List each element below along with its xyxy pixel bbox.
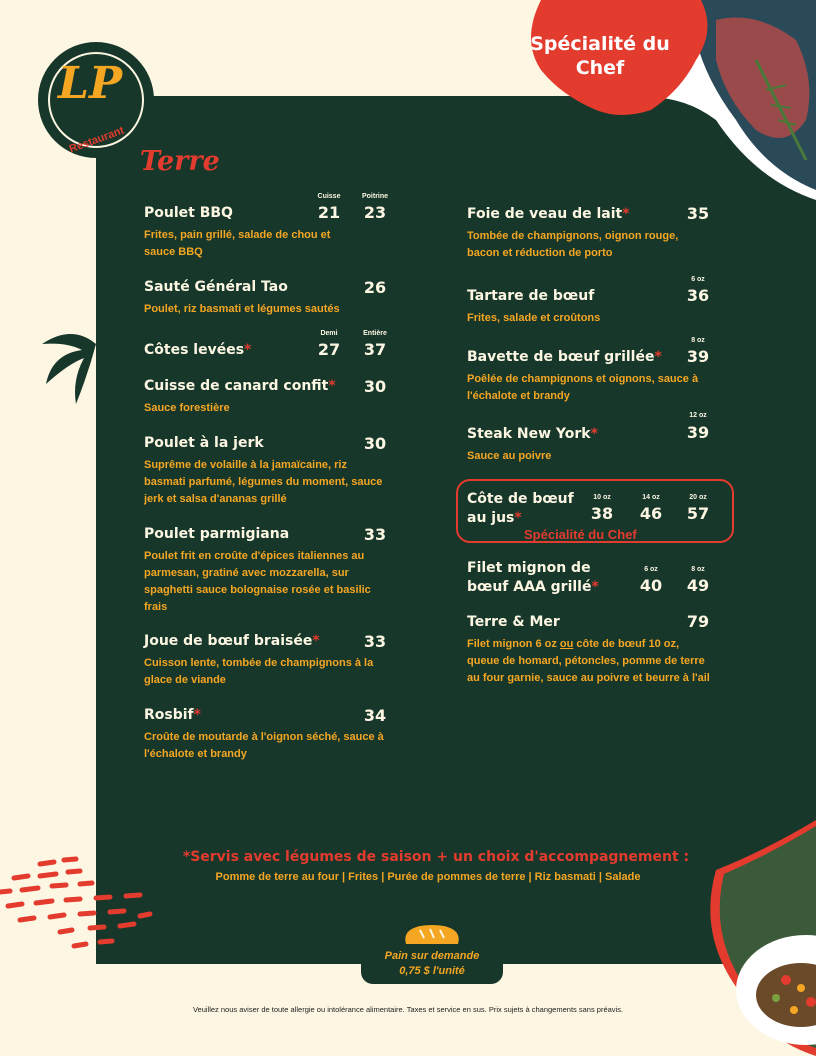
price: 27 xyxy=(317,340,341,359)
restaurant-logo xyxy=(38,42,154,158)
item-name: Côtes levées* xyxy=(144,342,252,358)
item-desc: Frites, pain grillé, salade de chou et sauce BBQ xyxy=(144,229,331,258)
size-label: 20 oz xyxy=(689,494,707,501)
price: 23 xyxy=(363,203,387,222)
item-name: Tartare de bœuf xyxy=(467,288,595,304)
bread-line-2: 0,75 $ l'unité xyxy=(399,965,465,977)
item-name: Foie de veau de lait* xyxy=(467,206,630,222)
menu-item-terre-mer xyxy=(467,614,712,687)
item-name: Côte de bœuf xyxy=(467,491,574,507)
price: 57 xyxy=(686,504,710,523)
price: 40 xyxy=(639,576,663,595)
item-desc: Sauce forestière xyxy=(144,402,230,414)
item-name: bœuf AAA grillé* xyxy=(467,579,599,595)
menu-item-parmigiana xyxy=(144,526,384,616)
item-desc: Suprême de volaille à la jamaïcaine, riz basmati parfumé, légumes du moment, sauce jerk et salsa d'ananas grillé xyxy=(144,459,383,505)
size-label: Entière xyxy=(363,330,387,337)
chef-special-label: Spécialité du Chef xyxy=(524,527,637,542)
price: 21 xyxy=(317,203,341,222)
item-desc: Poêlée de champignons et oignons, sauce à l'échalote et brandy xyxy=(467,373,699,402)
palm-leaf-icon xyxy=(42,324,102,404)
item-name: Poulet à la jerk xyxy=(144,435,264,451)
disclaimer: Veuillez nous aviser de toute allergie ou intolérance alimentaire. Taxes et service en sus. Prix sujets à changements sans préavis. xyxy=(192,1005,624,1014)
price: 35 xyxy=(686,204,710,223)
item-name: Steak New York* xyxy=(467,426,598,442)
price: 79 xyxy=(686,612,710,631)
size-label: Demi xyxy=(320,330,338,337)
price: 30 xyxy=(363,434,387,453)
price: 49 xyxy=(686,576,710,595)
size-label: 6 oz xyxy=(691,276,705,283)
price: 33 xyxy=(363,632,387,651)
item-desc: Poulet, riz basmati et légumes sautés xyxy=(144,303,340,315)
section-title: Terre xyxy=(140,146,220,177)
size-label: Cuisse xyxy=(317,193,341,200)
menu-item-filet-mignon xyxy=(467,560,617,595)
price: 39 xyxy=(686,423,710,442)
item-desc: Frites, salade et croûtons xyxy=(467,312,601,324)
menu-item-bavette xyxy=(467,349,712,405)
logo-word: Restaurant xyxy=(67,124,126,156)
price: 39 xyxy=(686,347,710,366)
price: 46 xyxy=(639,504,663,523)
price: 33 xyxy=(363,525,387,544)
size-label: 6 oz xyxy=(644,566,658,573)
menu-item-joue-boeuf xyxy=(144,633,384,689)
served-note: *Servis avec légumes de saison + un choix d'accompagnement : xyxy=(182,849,690,865)
item-name: Poulet BBQ xyxy=(144,205,233,221)
price: 37 xyxy=(363,340,387,359)
item-name: Rosbif* xyxy=(144,707,201,723)
item-desc: Poulet frit en croûte d'épices italiennes au parmesan, gratiné avec mozzarella, sur spaghetti sauce bolognaise rosée et basilic frais xyxy=(144,550,371,613)
menu-item-new-york xyxy=(467,426,712,465)
item-desc: Croûte de moutarde à l'oignon séché, sauce à l'échalote et brandy xyxy=(144,731,384,760)
menu-item-general-tao xyxy=(144,279,374,318)
menu-item-rosbif xyxy=(144,707,384,763)
size-label: 12 oz xyxy=(689,412,707,419)
menu-item-foie-veau xyxy=(467,206,712,262)
bread-line-1: Pain sur demande xyxy=(384,950,480,962)
item-name: au jus* xyxy=(467,510,522,526)
menu-item-cote-boeuf xyxy=(467,491,597,526)
item-name: Cuisse de canard confit* xyxy=(144,378,336,394)
menu-item-canard xyxy=(144,378,364,417)
logo-monogram: LP xyxy=(58,58,123,109)
item-name: Filet mignon de xyxy=(467,560,591,576)
bread-icon xyxy=(402,924,462,946)
item-name: Joue de bœuf braisée* xyxy=(144,633,320,649)
size-label: 10 oz xyxy=(593,494,611,501)
sides-list: Pomme de terre au four | Frites | Purée de pommes de terre | Riz basmati | Salade xyxy=(215,871,641,883)
size-label: Poitrine xyxy=(361,193,389,200)
price: 34 xyxy=(363,706,387,725)
bread-on-request xyxy=(361,946,503,984)
item-name: Poulet parmigiana xyxy=(144,526,290,542)
item-name: Sauté Général Tao xyxy=(144,279,288,295)
item-name: Bavette de bœuf grillée* xyxy=(467,349,662,365)
price: 38 xyxy=(590,504,614,523)
size-label: 8 oz xyxy=(691,337,705,344)
special-chef-badge: Spécialité du Chef xyxy=(530,33,670,79)
item-desc: Tombée de champignons, oignon rouge, bacon et réduction de porto xyxy=(467,230,679,259)
item-name: Terre & Mer xyxy=(467,614,560,630)
item-desc: Filet mignon 6 oz ou côte de bœuf 10 oz, queue de homard, pétoncles, pomme de terre au four garnie, sauce au poivre et beurre à l'ail xyxy=(467,638,710,684)
price: 36 xyxy=(686,286,710,305)
menu-item-jerk xyxy=(144,435,384,508)
menu-item-tartare xyxy=(467,288,712,327)
item-desc: Sauce au poivre xyxy=(467,450,552,462)
size-label: 14 oz xyxy=(642,494,660,501)
price: 30 xyxy=(363,377,387,396)
size-label: 8 oz xyxy=(691,566,705,573)
price: 26 xyxy=(363,278,387,297)
chef-special-blob-icon xyxy=(516,0,816,200)
item-desc: Cuisson lente, tombée de champignons à la glace de viande xyxy=(144,657,374,686)
